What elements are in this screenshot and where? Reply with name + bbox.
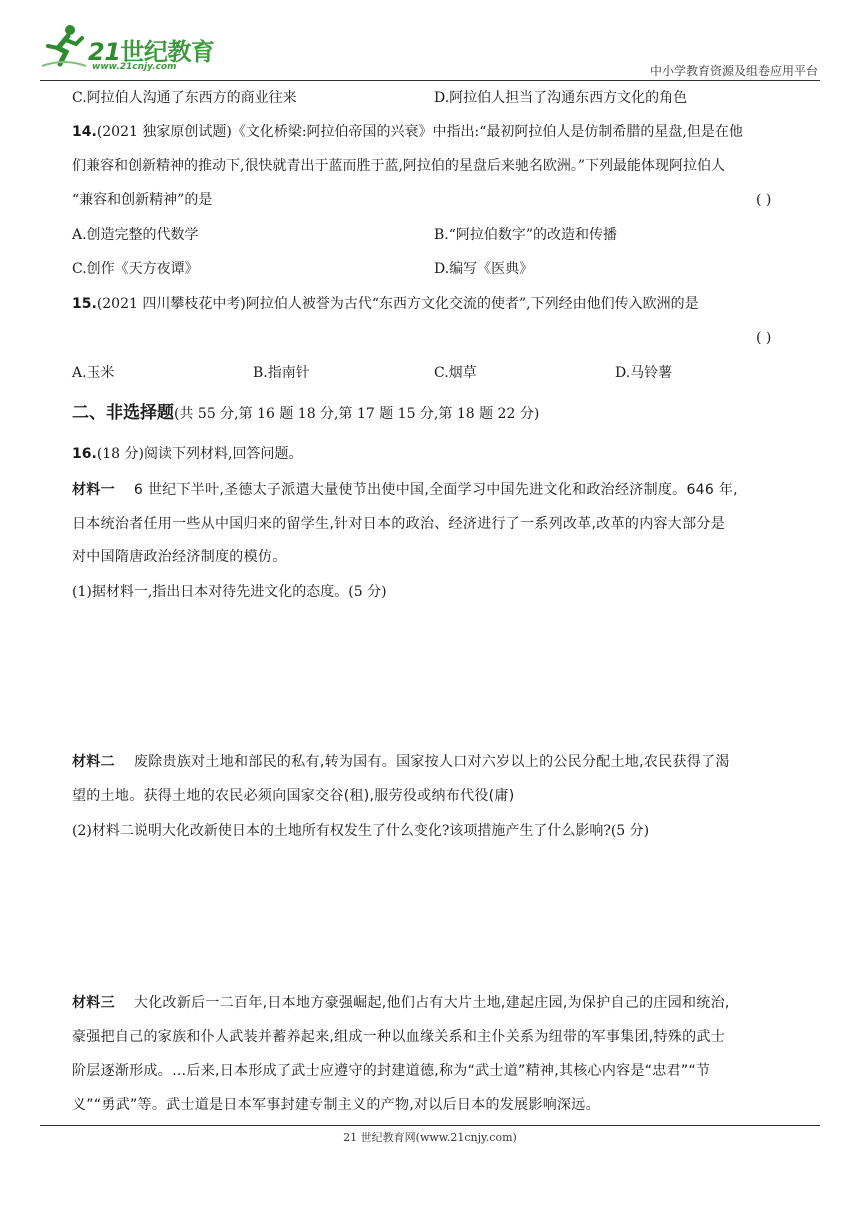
header-divider xyxy=(40,80,820,81)
q16-number: 16. xyxy=(72,446,97,462)
q16-intro: (18 分)阅读下列材料,回答问题。 xyxy=(96,446,303,462)
material-2-text-1: 废除贵族对土地和部民的私有,转为国有。国家按人口对六岁以上的公民分配土地,农民获得了渴 xyxy=(133,754,730,770)
q15-answer-blank: ( ) xyxy=(756,330,772,346)
page-header xyxy=(40,20,820,82)
material-3-text-1: 大化改新后一二百年,日本地方豪强崛起,他们占有大片土地,建起庄园,为保护自己的庄园和统治, xyxy=(133,995,730,1011)
footer-divider xyxy=(40,1125,820,1126)
q13-option-d: D.阿拉伯人担当了沟通东西方文化的角色 xyxy=(434,90,688,106)
section-2-note: (共 55 分,第 16 题 18 分,第 17 题 15 分,第 18 题 22 分) xyxy=(174,406,540,422)
site-logo[interactable] xyxy=(40,20,240,76)
q14-option-c: C.创作《天方夜谭》 xyxy=(72,261,199,277)
q15-option-a: A.玉米 xyxy=(72,365,115,381)
material-3-label: 材料三 xyxy=(72,995,115,1011)
q15-option-d: D.马铃薯 xyxy=(615,365,673,381)
material-3-line-3: 阶层逐渐形成。…后来,日本形成了武士应遵守的封建道德,称为“武士道”精神,其核心内容是“忠君”“节 xyxy=(72,1063,711,1079)
q15-number: 15. xyxy=(72,296,97,312)
material-3-line-4: 义”“勇武”等。武士道是日本军事封建专制主义的产物,对以后日本的发展影响深远。 xyxy=(72,1097,600,1113)
q13-option-c: C.阿拉伯人沟通了东西方的商业往来 xyxy=(72,90,297,106)
logo-url: www.21cnjy.com xyxy=(92,62,177,72)
runner-logo-icon xyxy=(40,22,88,70)
logo-brand-text: 世纪教育 xyxy=(120,38,215,66)
q16-intro-line xyxy=(72,444,302,464)
q14-option-d: D.编写《医典》 xyxy=(434,261,534,277)
material-1-line-1 xyxy=(72,480,738,500)
material-1-line-3: 对中国隋唐政治经济制度的模仿。 xyxy=(72,549,287,565)
q15-option-c: C.烟草 xyxy=(434,365,477,381)
q15-option-b: B.指南针 xyxy=(253,365,310,381)
q14-line-3: “兼容和创新精神”的是 xyxy=(72,192,213,208)
q15-text-1: (2021 四川攀枝花中考)阿拉伯人被誉为古代“东西方文化交流的使者”,下列经由他们传入欧洲的是 xyxy=(96,296,699,312)
material-2-line-1 xyxy=(72,752,730,772)
q14-answer-blank: ( ) xyxy=(756,192,772,208)
logo-brand-number: 21 xyxy=(88,38,121,66)
platform-tagline: 中小学教育资源及组卷应用平台 xyxy=(649,64,818,78)
material-1-text-1: 6 世纪下半叶,圣德太子派遣大量使节出使中国,全面学习中国先进文化和政治经济制度。646 年, xyxy=(133,482,738,498)
sub-question-2: (2)材料二说明大化改新使日本的土地所有权发生了什么变化?该项措施产生了什么影响?(5 分) xyxy=(72,823,650,839)
material-2-line-2: 望的土地。获得土地的农民必须向国家交谷(租),服劳役或纳布代役(庸) xyxy=(72,788,515,804)
sub-question-1: (1)据材料一,指出日本对待先进文化的态度。(5 分) xyxy=(72,584,387,600)
material-1-line-2: 日本统治者任用一些从中国归来的留学生,针对日本的政治、经济进行了一系列改革,改革的内容大部分是 xyxy=(72,516,725,532)
q15-line-1 xyxy=(72,294,699,314)
q14-option-b: B.“阿拉伯数字”的改造和传播 xyxy=(434,227,618,243)
section-2-heading xyxy=(72,402,539,425)
page-footer: 21 世纪教育网(www.21cnjy.com) xyxy=(343,1131,517,1144)
q14-line-2: 们兼容和创新精神的推动下,很快就青出于蓝而胜于蓝,阿拉伯的星盘后来驰名欧洲。”下列最能体现阿拉伯人 xyxy=(72,158,726,174)
material-3-line-2: 豪强把自己的家族和仆人武装并蓄养起来,组成一种以血缘关系和主仆关系为纽带的军事集团,特殊的武士 xyxy=(72,1029,725,1045)
material-1-label: 材料一 xyxy=(72,482,115,498)
q14-text-1: (2021 独家原创试题)《文化桥梁:阿拉伯帝国的兴衰》中指出:“最初阿拉伯人是仿制希腊的星盘,但是在他 xyxy=(96,124,743,140)
section-2-title: 二、非选择题 xyxy=(72,403,174,423)
material-3-line-1 xyxy=(72,993,730,1013)
q14-line-1 xyxy=(72,122,743,142)
q14-option-a: A.创造完整的代数学 xyxy=(72,227,199,243)
material-2-label: 材料二 xyxy=(72,754,115,770)
q14-number: 14. xyxy=(72,124,97,140)
